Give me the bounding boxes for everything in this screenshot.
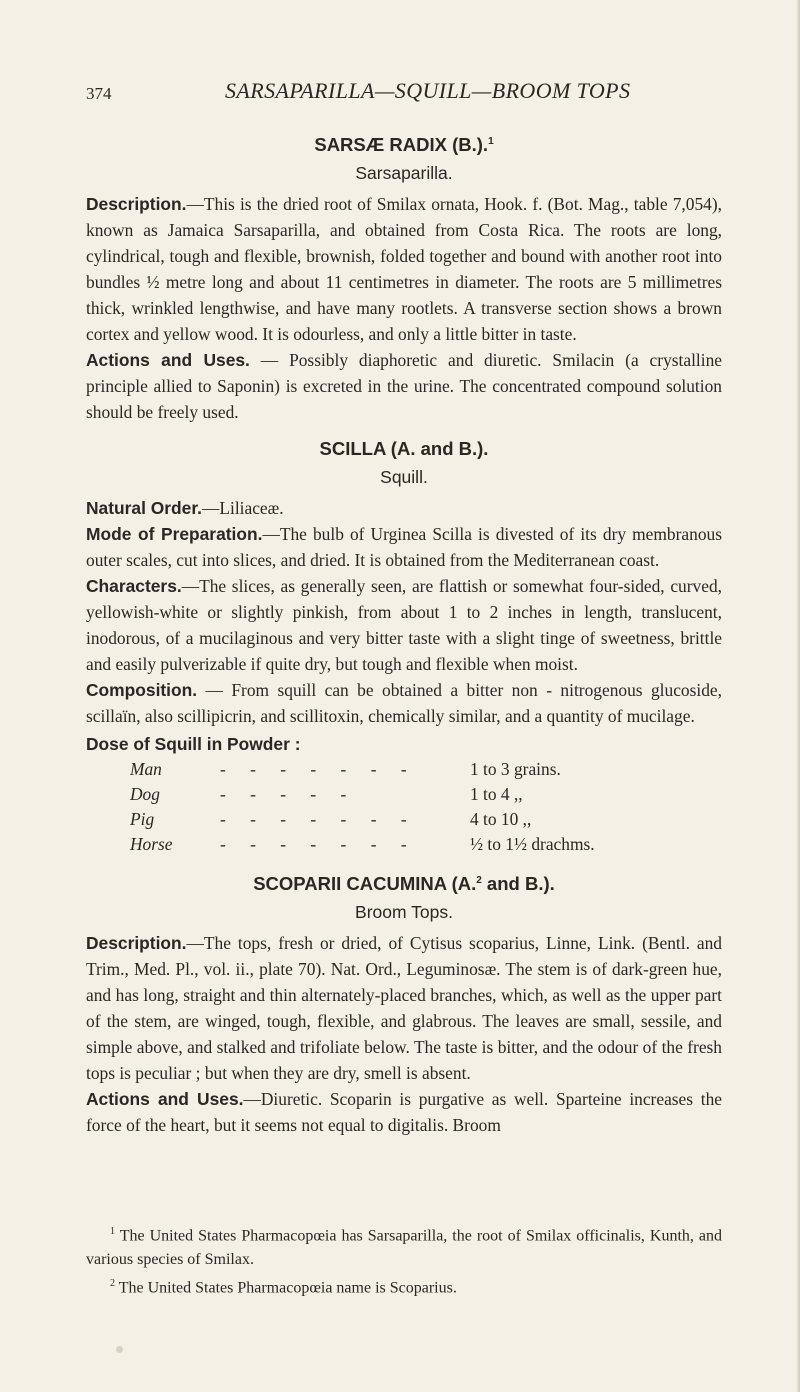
scoparii-actions: Actions and Uses.—Diuretic. Scoparin is purgative as well. Sparteine increases the force of the heart, but it seems not equal to digitalis. Broom — [86, 1089, 722, 1136]
footnote-ref-2: 2 — [476, 875, 482, 887]
footnote-1: $^1$ The United States Pharmacopœia has Sarsaparilla, the root of Smilax officinalis, Kunth, and various species of Smilax. — [86, 1226, 722, 1269]
scilla-natural-order: Natural Order.—Liliaceæ. — [86, 498, 284, 519]
footnote-ref-1: 1 — [488, 136, 494, 147]
description-label: Description. — [86, 194, 187, 215]
dose-row: Horse - - - - - - - ½ to 1½ drachms. — [130, 834, 595, 855]
dose-row: Man - - - - - - - 1 to 3 grains. — [130, 759, 561, 780]
sarsae-description: Description.—This is the dried root of Smilax ornata, Hook. f. (Bot. Mag., table 7,054), known as Jamaica Sarsaparilla, and obtained from Costa Rica. The roots are long, cylindrical, tough and flexible, brownish, folded together and bound with another root into bundles ½ metre long and about 11 centimetres in diameter. The roots are 5 millimetres thick, wrinkled lengthwise, and have many rootlets. A transverse section shows a brown cortex and yellow wood. It is odourless, and only a little bitter in taste. — [86, 194, 722, 345]
paper-blemish — [116, 1346, 123, 1353]
section-title-sarsae: SARSÆ RADIX (B.).$^1$ — [314, 134, 494, 156]
section-subtitle-broom-tops: Broom Tops. — [355, 902, 453, 923]
dose-row: Pig - - - - - - - 4 to 10 ,, — [130, 809, 532, 830]
sarsae-actions: Actions and Uses. — Possibly diaphoretic and diuretic. Smilacin (a crystalline principle allied to Saponin) is excreted in the urine. The concentrated compound solution should be freely used. — [86, 350, 722, 423]
scilla-preparation: Mode of Preparation.—The bulb of Urginea Scilla is divested of its dry membranous outer scales, cut into slices, and dried. It is obtained from the Mediterranean coast. — [86, 524, 722, 571]
footnotes — [86, 1220, 722, 1301]
scilla-composition: Composition. — From squill can be obtained a bitter non - nitrogenous glucoside, scillaïn, also scillipicrin, and scillitoxin, chemically similar, and a quantity of mucilage. — [86, 680, 722, 727]
dose-table — [130, 757, 720, 857]
page-number: 374 — [86, 84, 112, 103]
section-subtitle-sarsaparilla: Sarsaparilla. — [355, 163, 453, 184]
page-edge-shadow — [796, 0, 800, 1392]
scoparii-description: Description.—The tops, fresh or dried, of Cytisus scoparius, Linne, Link. (Bentl. and Trim., Med. Pl., vol. ii., plate 70). Nat. Ord., Leguminosæ. The stem is of dark-green hue, and has long, straight and thin alternately-placed branches, which, as well as the upper part of the stem, are winged, tough, flexible, and glabrous. The leaves are small, sessile, and simple above, and stalked and trifoliate below. The taste is bitter, and the odour of the fresh tops is peculiar ; but when they are dry, smell is absent. — [86, 933, 722, 1084]
dose-row: Dog - - - - - 1 to 4 ,, — [130, 784, 523, 805]
dose-title: Dose of Squill in Powder : — [86, 734, 301, 755]
section-subtitle-squill: Squill. — [380, 467, 428, 488]
scilla-characters: Characters.—The slices, as generally seen, are flattish or somewhat four-sided, curved, yellowish-white or slightly pinkish, from about 1 to 2 inches in length, translucent, inodorous, of a mucilaginous and very bitter taste with a slight tinge of sweetness, brittle and easily pulverizable if quite dry, but tough and flexible when moist. — [86, 576, 722, 675]
footnote-2: $^2$ The United States Pharmacopœia name is Scoparius. — [110, 1278, 457, 1297]
actions-label: Actions and Uses. — [86, 350, 250, 371]
page-content — [86, 128, 722, 1138]
running-head — [86, 78, 722, 108]
running-title: SARSAPARILLA—SQUILL—BROOM TOPS — [225, 78, 631, 103]
section-title-scilla: SCILLA (A. and B.). — [319, 438, 489, 460]
section-title-scoparii: SCOPARII CACUMINA (A.$^2$ and B.). — [253, 873, 555, 895]
